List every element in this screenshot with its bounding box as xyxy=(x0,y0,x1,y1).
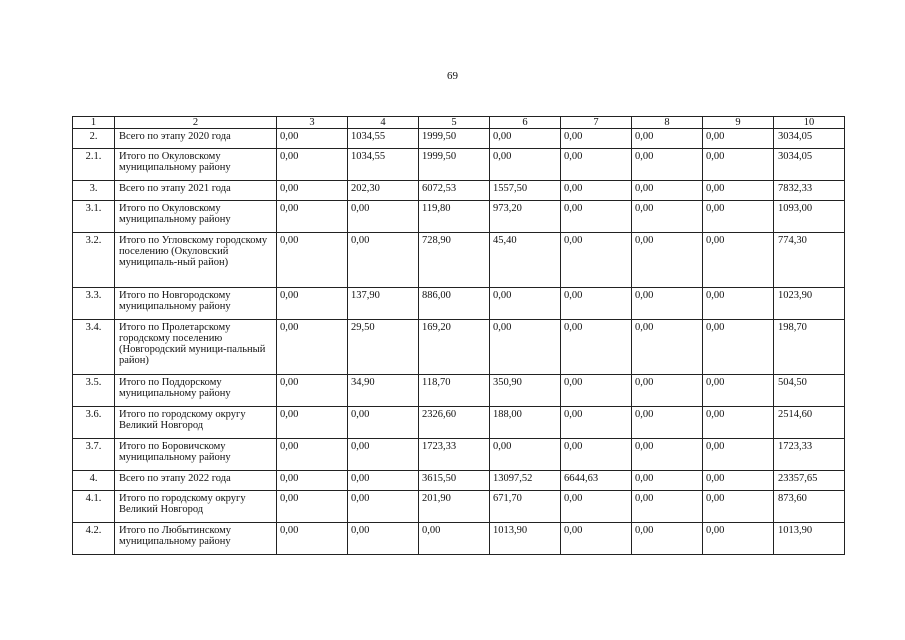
value-cell: 0,00 xyxy=(703,288,774,320)
table-row xyxy=(73,181,845,201)
column-header: 8 xyxy=(632,117,703,129)
row-name-cell: Итого по Угловскому городскому поселению (Окуловский муниципаль-ный район) xyxy=(115,233,277,288)
value-cell: 873,60 xyxy=(774,491,845,523)
row-number-cell: 3.3. xyxy=(73,288,115,320)
value-cell: 1999,50 xyxy=(419,149,490,181)
value-cell: 671,70 xyxy=(490,491,561,523)
value-cell: 0,00 xyxy=(348,491,419,523)
table-row xyxy=(73,471,845,491)
row-name-cell: Всего по этапу 2020 года xyxy=(115,129,277,149)
value-cell: 0,00 xyxy=(703,523,774,555)
value-cell: 0,00 xyxy=(703,471,774,491)
table-row xyxy=(73,375,845,407)
table-row xyxy=(73,491,845,523)
value-cell: 201,90 xyxy=(419,491,490,523)
value-cell: 119,80 xyxy=(419,201,490,233)
value-cell: 0,00 xyxy=(561,523,632,555)
value-cell: 2514,60 xyxy=(774,407,845,439)
row-number-cell: 3.1. xyxy=(73,201,115,233)
value-cell: 504,50 xyxy=(774,375,845,407)
value-cell: 198,70 xyxy=(774,320,845,375)
column-header: 5 xyxy=(419,117,490,129)
column-number-row xyxy=(73,117,845,129)
value-cell: 0,00 xyxy=(561,181,632,201)
row-number-cell: 4.1. xyxy=(73,491,115,523)
table-row xyxy=(73,129,845,149)
value-cell: 0,00 xyxy=(277,523,348,555)
value-cell: 0,00 xyxy=(277,491,348,523)
value-cell: 886,00 xyxy=(419,288,490,320)
value-cell: 0,00 xyxy=(277,471,348,491)
table-row xyxy=(73,320,845,375)
value-cell: 3034,05 xyxy=(774,129,845,149)
value-cell: 774,30 xyxy=(774,233,845,288)
table-row xyxy=(73,201,845,233)
value-cell: 0,00 xyxy=(632,523,703,555)
value-cell: 0,00 xyxy=(561,439,632,471)
value-cell: 0,00 xyxy=(348,201,419,233)
value-cell: 0,00 xyxy=(632,129,703,149)
row-name-cell: Итого по Боровичскому муниципальному району xyxy=(115,439,277,471)
row-number-cell: 3. xyxy=(73,181,115,201)
value-cell: 0,00 xyxy=(703,375,774,407)
value-cell: 0,00 xyxy=(277,320,348,375)
value-cell: 0,00 xyxy=(632,407,703,439)
value-cell: 188,00 xyxy=(490,407,561,439)
value-cell: 118,70 xyxy=(419,375,490,407)
value-cell: 1013,90 xyxy=(774,523,845,555)
value-cell: 350,90 xyxy=(490,375,561,407)
column-header: 6 xyxy=(490,117,561,129)
value-cell: 0,00 xyxy=(490,129,561,149)
table-row xyxy=(73,233,845,288)
value-cell: 0,00 xyxy=(561,201,632,233)
value-cell: 0,00 xyxy=(277,149,348,181)
value-cell: 0,00 xyxy=(632,491,703,523)
page-number: 69 xyxy=(447,70,458,82)
value-cell: 0,00 xyxy=(490,439,561,471)
row-name-cell: Всего по этапу 2021 года xyxy=(115,181,277,201)
column-header: 1 xyxy=(73,117,115,129)
row-number-cell: 2.1. xyxy=(73,149,115,181)
value-cell: 0,00 xyxy=(703,201,774,233)
value-cell: 0,00 xyxy=(561,491,632,523)
value-cell: 0,00 xyxy=(632,149,703,181)
table-row xyxy=(73,407,845,439)
value-cell: 0,00 xyxy=(277,439,348,471)
value-cell: 0,00 xyxy=(490,149,561,181)
value-cell: 0,00 xyxy=(561,233,632,288)
value-cell: 0,00 xyxy=(703,407,774,439)
value-cell: 0,00 xyxy=(277,181,348,201)
value-cell: 0,00 xyxy=(348,407,419,439)
value-cell: 0,00 xyxy=(277,129,348,149)
value-cell: 0,00 xyxy=(348,439,419,471)
value-cell: 0,00 xyxy=(561,375,632,407)
value-cell: 0,00 xyxy=(632,288,703,320)
value-cell: 0,00 xyxy=(561,288,632,320)
value-cell: 0,00 xyxy=(561,407,632,439)
table-row xyxy=(73,149,845,181)
value-cell: 0,00 xyxy=(277,288,348,320)
value-cell: 0,00 xyxy=(277,407,348,439)
row-name-cell: Итого по Окуловскому муниципальному району xyxy=(115,149,277,181)
column-header: 10 xyxy=(774,117,845,129)
value-cell: 1999,50 xyxy=(419,129,490,149)
value-cell: 1093,00 xyxy=(774,201,845,233)
value-cell: 0,00 xyxy=(632,320,703,375)
value-cell: 0,00 xyxy=(703,491,774,523)
value-cell: 13097,52 xyxy=(490,471,561,491)
table-row xyxy=(73,523,845,555)
row-number-cell: 2. xyxy=(73,129,115,149)
row-name-cell: Итого по Любытинскому муниципальному району xyxy=(115,523,277,555)
value-cell: 973,20 xyxy=(490,201,561,233)
value-cell: 1034,55 xyxy=(348,129,419,149)
column-header: 3 xyxy=(277,117,348,129)
value-cell: 1723,33 xyxy=(774,439,845,471)
value-cell: 202,30 xyxy=(348,181,419,201)
value-cell: 6072,53 xyxy=(419,181,490,201)
value-cell: 0,00 xyxy=(703,320,774,375)
value-cell: 0,00 xyxy=(348,471,419,491)
value-cell: 23357,65 xyxy=(774,471,845,491)
value-cell: 34,90 xyxy=(348,375,419,407)
value-cell: 0,00 xyxy=(703,149,774,181)
value-cell: 1023,90 xyxy=(774,288,845,320)
row-name-cell: Итого по Поддорскому муниципальному району xyxy=(115,375,277,407)
column-header: 9 xyxy=(703,117,774,129)
value-cell: 169,20 xyxy=(419,320,490,375)
value-cell: 0,00 xyxy=(703,181,774,201)
table-body xyxy=(73,129,845,555)
value-cell: 45,40 xyxy=(490,233,561,288)
row-number-cell: 3.2. xyxy=(73,233,115,288)
table-row xyxy=(73,288,845,320)
value-cell: 0,00 xyxy=(348,523,419,555)
column-header: 4 xyxy=(348,117,419,129)
value-cell: 0,00 xyxy=(419,523,490,555)
row-name-cell: Итого по городскому округу Великий Новгород xyxy=(115,407,277,439)
value-cell: 1034,55 xyxy=(348,149,419,181)
row-number-cell: 4. xyxy=(73,471,115,491)
value-cell: 0,00 xyxy=(703,129,774,149)
row-name-cell: Всего по этапу 2022 года xyxy=(115,471,277,491)
value-cell: 0,00 xyxy=(632,181,703,201)
value-cell: 3034,05 xyxy=(774,149,845,181)
value-cell: 3615,50 xyxy=(419,471,490,491)
row-number-cell: 3.6. xyxy=(73,407,115,439)
row-name-cell: Итого по Пролетарскому городскому поселению (Новгородский муници-пальный район) xyxy=(115,320,277,375)
table-row xyxy=(73,439,845,471)
row-name-cell: Итого по городскому округу Великий Новгород xyxy=(115,491,277,523)
value-cell: 728,90 xyxy=(419,233,490,288)
row-number-cell: 3.7. xyxy=(73,439,115,471)
value-cell: 7832,33 xyxy=(774,181,845,201)
budget-table xyxy=(72,116,845,555)
value-cell: 0,00 xyxy=(490,320,561,375)
row-name-cell: Итого по Окуловскому муниципальному району xyxy=(115,201,277,233)
row-number-cell: 3.4. xyxy=(73,320,115,375)
value-cell: 137,90 xyxy=(348,288,419,320)
value-cell: 0,00 xyxy=(632,471,703,491)
row-name-cell: Итого по Новгородскому муниципальному району xyxy=(115,288,277,320)
value-cell: 0,00 xyxy=(561,129,632,149)
value-cell: 0,00 xyxy=(703,439,774,471)
value-cell: 0,00 xyxy=(561,149,632,181)
value-cell: 0,00 xyxy=(703,233,774,288)
value-cell: 1013,90 xyxy=(490,523,561,555)
value-cell: 2326,60 xyxy=(419,407,490,439)
value-cell: 1557,50 xyxy=(490,181,561,201)
value-cell: 29,50 xyxy=(348,320,419,375)
value-cell: 0,00 xyxy=(348,233,419,288)
column-header: 2 xyxy=(115,117,277,129)
value-cell: 0,00 xyxy=(632,439,703,471)
value-cell: 6644,63 xyxy=(561,471,632,491)
value-cell: 0,00 xyxy=(277,375,348,407)
value-cell: 0,00 xyxy=(490,288,561,320)
column-header: 7 xyxy=(561,117,632,129)
value-cell: 0,00 xyxy=(632,233,703,288)
value-cell: 0,00 xyxy=(632,201,703,233)
value-cell: 0,00 xyxy=(561,320,632,375)
value-cell: 0,00 xyxy=(632,375,703,407)
value-cell: 0,00 xyxy=(277,201,348,233)
row-number-cell: 4.2. xyxy=(73,523,115,555)
value-cell: 1723,33 xyxy=(419,439,490,471)
row-number-cell: 3.5. xyxy=(73,375,115,407)
value-cell: 0,00 xyxy=(277,233,348,288)
